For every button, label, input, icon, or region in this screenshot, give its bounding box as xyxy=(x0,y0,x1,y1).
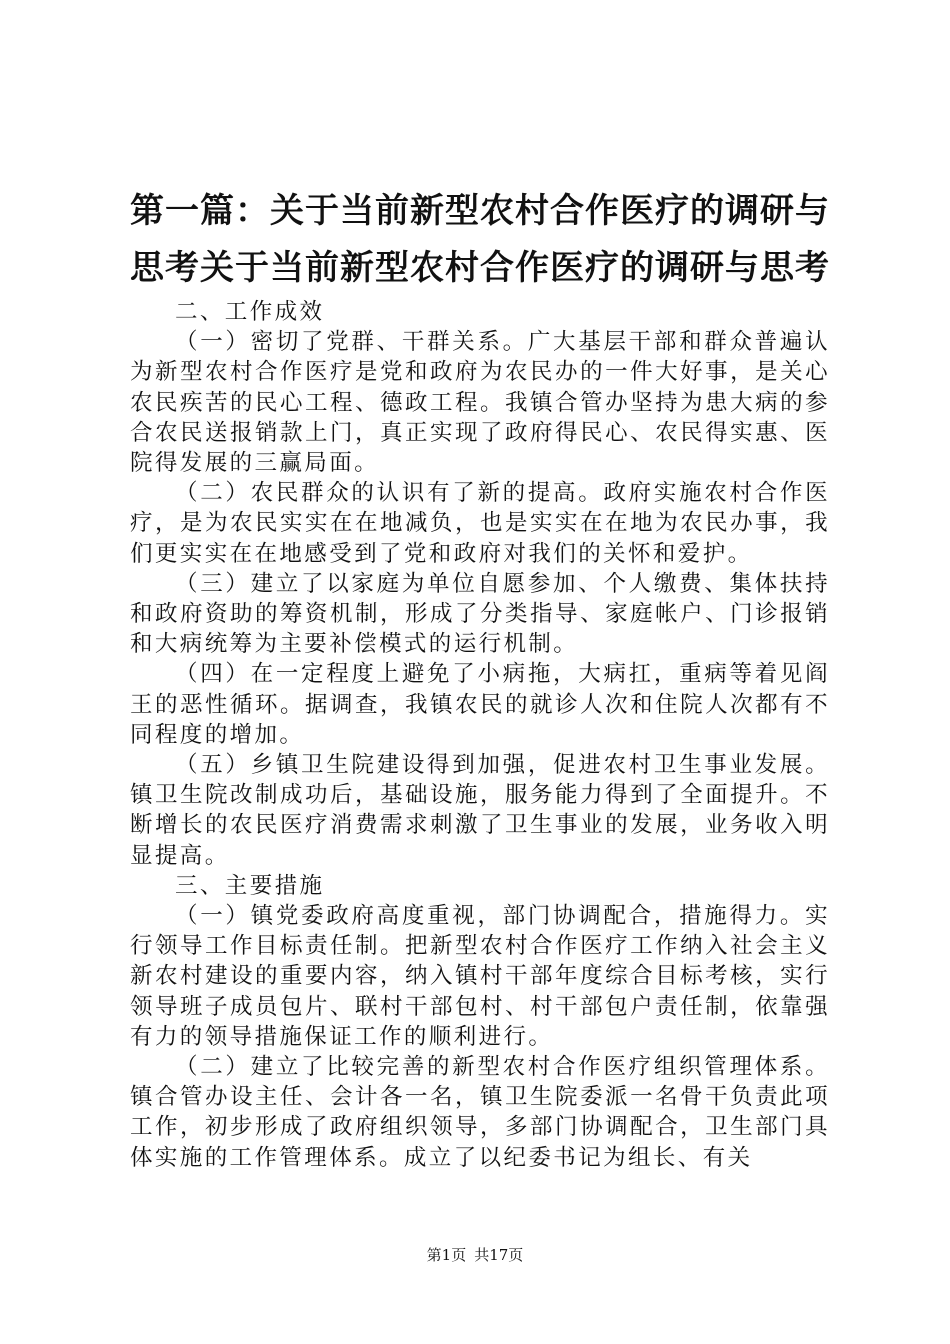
paragraph: （五）乡镇卫生院建设得到加强，促进农村卫生事业发展。镇卫生院改制成功后，基础设施，服务能力得到了全面提升。不断增长的农民医疗消费需求刺激了卫生事业的发展，业务收入明显提高。 xyxy=(130,752,830,869)
page-number: 第1页 xyxy=(426,1246,467,1264)
document-body xyxy=(130,297,830,1173)
page-footer xyxy=(0,1244,950,1265)
document-title: 第一篇：关于当前新型农村合作医疗的调研与思考关于当前新型农村合作医疗的调研与思考 xyxy=(130,191,830,288)
section-heading: 三、主要措施 xyxy=(175,872,325,899)
paragraph: （一）密切了党群、干群关系。广大基层干部和群众普遍认为新型农村合作医疗是党和政府为农民办的一件大好事，是关心农民疾苦的民心工程、德政工程。我镇合管办坚持为患大病的参合农民送报销款上门，真正实现了政府得民心、农民得实惠、医院得发展的三赢局面。 xyxy=(130,329,830,477)
section-heading: 二、工作成效 xyxy=(175,299,325,325)
paragraph: （二）农民群众的认识有了新的提高。政府实施农村合作医疗，是为农民实实在在地减负，也是实实在在地为农民办事，我们更实实在在地感受到了党和政府对我们的关怀和爱护。 xyxy=(130,480,830,567)
paragraph: （二）建立了比较完善的新型农村合作医疗组织管理体系。镇合管办设主任、会计各一名，镇卫生院委派一名骨干负责此项工作，初步形成了政府组织领导，多部门协调配合，卫生部门具体实施的工作管理体系。成立了以纪委书记为组长、有关 xyxy=(130,1054,830,1171)
page-total: 共17页 xyxy=(474,1246,524,1264)
paragraph: （三）建立了以家庭为单位自愿参加、个人缴费、集体扶持和政府资助的筹资机制，形成了分类指导、家庭帐户、门诊报销和大病统筹为主要补偿模式的运行机制。 xyxy=(130,570,830,658)
paragraph: （四）在一定程度上避免了小病拖，大病扛，重病等着见阎王的恶性循环。据调查，我镇农民的就诊人次和住院人次都有不同程度的增加。 xyxy=(130,661,830,748)
paragraph: （一）镇党委政府高度重视，部门协调配合，措施得力。实行领导工作目标责任制。把新型农村合作医疗工作纳入社会主义新农村建设的重要内容，纳入镇村干部年度综合目标考核，实行领导班子成员包片、联村干部包村、村干部包户责任制，依靠强有力的领导措施保证工作的顺利进行。 xyxy=(130,903,830,1050)
